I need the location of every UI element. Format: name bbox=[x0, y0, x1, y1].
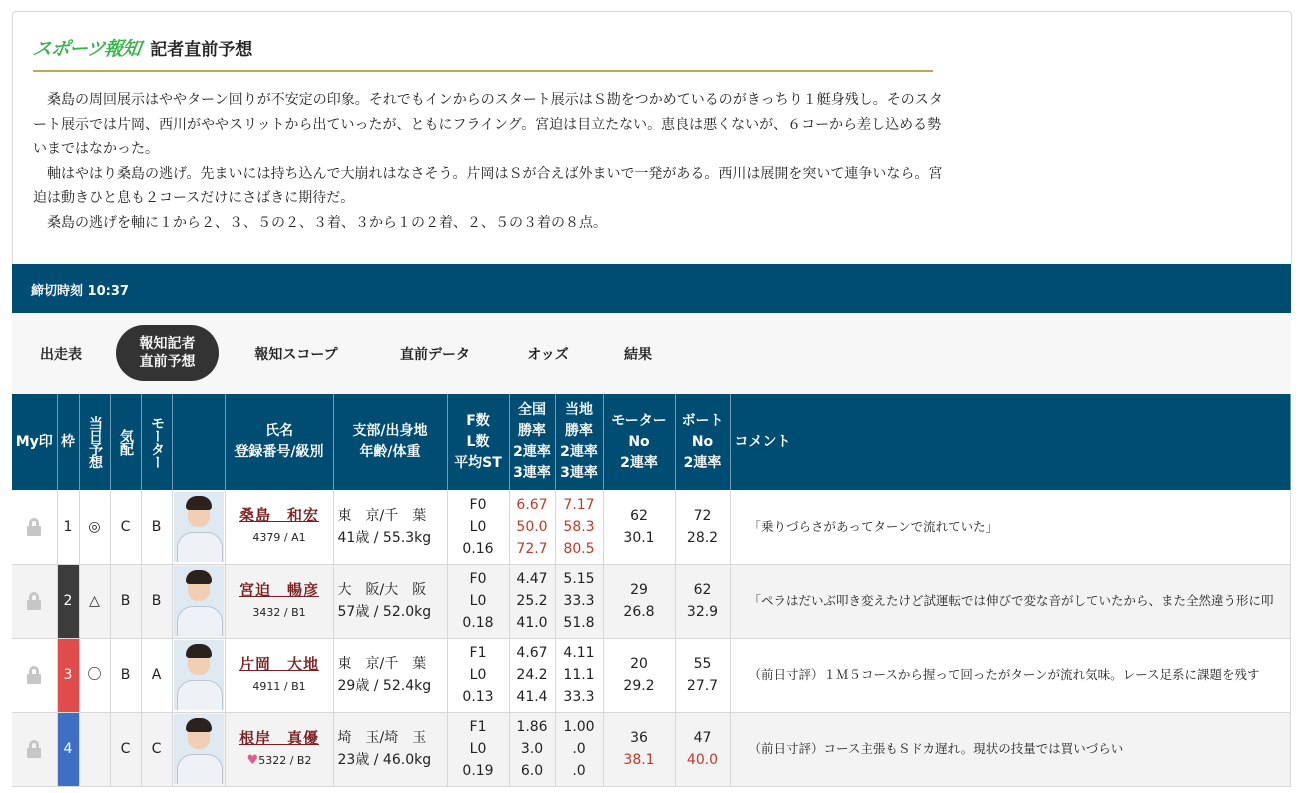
lock-icon[interactable] bbox=[27, 666, 41, 684]
racer-photo bbox=[174, 714, 224, 784]
boat-number: 72 28.2 bbox=[675, 490, 730, 564]
local-rates: 5.15 33.3 51.8 bbox=[555, 564, 603, 638]
tab-pre-race-data[interactable]: 直前データ bbox=[400, 346, 470, 363]
motor-number: 62 30.1 bbox=[603, 490, 675, 564]
col-kihai: 気配 bbox=[110, 394, 141, 490]
col-photo bbox=[172, 394, 225, 490]
motor-grade: C bbox=[141, 712, 172, 786]
table-row bbox=[12, 490, 1290, 564]
boat-number: 55 27.7 bbox=[675, 638, 730, 712]
forecast-article bbox=[33, 88, 943, 235]
racer-branch: 埼 玉/埼 玉 23歳 / 46.0kg bbox=[333, 712, 447, 786]
col-my-mark: My印 bbox=[12, 394, 57, 490]
racer-name-link[interactable]: 宮迫 暢彦 bbox=[238, 580, 319, 599]
start-stats: F0 L0 0.18 bbox=[447, 564, 509, 638]
page-title: 記者直前予想 bbox=[150, 40, 253, 60]
waku-number: 1 bbox=[57, 490, 79, 564]
start-stats: F0 L0 0.16 bbox=[447, 490, 509, 564]
racer-branch: 大 阪/大 阪 57歳 / 52.0kg bbox=[333, 564, 447, 638]
kihai-grade: B bbox=[110, 638, 141, 712]
table-row bbox=[12, 564, 1290, 638]
favorite-heart-icon[interactable]: ♥ bbox=[246, 752, 259, 768]
sports-hochi-logo[interactable]: スポーツ報知 bbox=[31, 38, 142, 60]
entry-table bbox=[12, 394, 1291, 787]
lock-icon[interactable] bbox=[27, 518, 41, 536]
article-paragraph: 桑島の周回展示はややターン回りが不安定の印象。それでもインからのスタート展示はＳ勘をつかめているのがきっちり１艇身残し。そのスタート展示では片岡、西川がややスリットから出ていったが、ともにフライング。宮迫は目立たない。恵良は悪くないが、６コーから差し込める勢いまではなかった。 bbox=[33, 92, 943, 157]
racer-name-cell bbox=[225, 638, 333, 712]
motor-grade: A bbox=[141, 638, 172, 712]
day-forecast-mark: △ bbox=[79, 564, 110, 638]
col-comment: コメント bbox=[730, 394, 1290, 490]
racer-name-cell bbox=[225, 490, 333, 564]
racer-comment: 「乗りづらさがあってターンで流れていた」 bbox=[730, 490, 1290, 564]
title-divider bbox=[33, 70, 933, 72]
racer-photo-cell bbox=[172, 712, 225, 786]
national-rates: 4.67 24.2 41.4 bbox=[509, 638, 555, 712]
waku-number: 4 bbox=[57, 712, 79, 786]
racer-branch: 東 京/千 葉 41歳 / 55.3kg bbox=[333, 490, 447, 564]
motor-number: 29 26.8 bbox=[603, 564, 675, 638]
racer-name-cell bbox=[225, 712, 333, 786]
boat-number: 62 32.9 bbox=[675, 564, 730, 638]
day-forecast-mark: ◎ bbox=[79, 490, 110, 564]
tab-reporter-forecast[interactable] bbox=[116, 325, 219, 381]
article-paragraph: 桑島の逃げを軸に１から２、３、５の２、３着、３から１の２着、２、５の３着の８点。 bbox=[47, 214, 607, 231]
kihai-grade: C bbox=[110, 490, 141, 564]
col-start: F数 L数 平均ST bbox=[447, 394, 509, 490]
deadline-time: 締切時刻 10:37 bbox=[31, 284, 129, 299]
brand-header bbox=[33, 34, 252, 61]
article-paragraph: 軸はやはり桑島の逃げ。先まいには持ち込んで大崩れはなさそう。片岡はＳが合えば外まいで一発がある。西川は展開を突いて連争いなら。宮迫は動きひと息も２コースだけにさばきに期待だ。 bbox=[33, 165, 943, 206]
col-local: 当地 勝率 2連率 3連率 bbox=[555, 394, 603, 490]
racer-photo-cell bbox=[172, 490, 225, 564]
tab-label-line: 直前予想 bbox=[139, 354, 196, 370]
col-waku: 枠 bbox=[57, 394, 79, 490]
lock-icon[interactable] bbox=[27, 740, 41, 758]
start-stats: F1 L0 0.19 bbox=[447, 712, 509, 786]
motor-grade: B bbox=[141, 564, 172, 638]
col-day-forecast: 当日予想 bbox=[79, 394, 110, 490]
racer-id: 3432 / B1 bbox=[252, 605, 306, 619]
table-row bbox=[12, 712, 1290, 786]
racer-branch: 東 京/千 葉 29歳 / 52.4kg bbox=[333, 638, 447, 712]
lock-icon[interactable] bbox=[27, 592, 41, 610]
col-motor: モーター bbox=[141, 394, 172, 490]
national-rates: 1.86 3.0 6.0 bbox=[509, 712, 555, 786]
racer-photo bbox=[174, 640, 224, 710]
day-forecast-mark bbox=[79, 712, 110, 786]
local-rates: 7.17 58.3 80.5 bbox=[555, 490, 603, 564]
racer-id: 4379 / A1 bbox=[252, 531, 306, 545]
my-mark-cell[interactable] bbox=[12, 564, 57, 638]
racer-photo-cell bbox=[172, 564, 225, 638]
col-national: 全国 勝率 2連率 3連率 bbox=[509, 394, 555, 490]
racer-photo bbox=[174, 566, 224, 636]
my-mark-cell[interactable] bbox=[12, 490, 57, 564]
motor-number: 20 29.2 bbox=[603, 638, 675, 712]
col-boat-no: ボート No 2連率 bbox=[675, 394, 730, 490]
tab-results[interactable]: 結果 bbox=[624, 346, 652, 363]
day-forecast-mark: 〇 bbox=[79, 638, 110, 712]
national-rates: 6.67 50.0 72.7 bbox=[509, 490, 555, 564]
racer-comment: 「ペラはだいぶ叩き変えたけど試運転では伸びで変な音がしていたから、また全然違う形に叩 bbox=[730, 564, 1290, 638]
racer-photo bbox=[174, 492, 224, 562]
national-rates: 4.47 25.2 41.0 bbox=[509, 564, 555, 638]
tab-hochi-scope[interactable]: 報知スコープ bbox=[254, 346, 338, 363]
waku-number: 3 bbox=[57, 638, 79, 712]
kihai-grade: B bbox=[110, 564, 141, 638]
racer-name-cell bbox=[225, 564, 333, 638]
local-rates: 1.00 .0 .0 bbox=[555, 712, 603, 786]
deadline-bar bbox=[12, 264, 1291, 313]
racer-id: 5322 / B2 bbox=[258, 753, 312, 767]
my-mark-cell[interactable] bbox=[12, 712, 57, 786]
col-name: 氏名 登録番号/級別 bbox=[225, 394, 333, 490]
tab-entry-list[interactable]: 出走表 bbox=[40, 346, 82, 363]
col-branch: 支部/出身地 年齢/体重 bbox=[333, 394, 447, 490]
racer-name-link[interactable]: 片岡 大地 bbox=[238, 654, 319, 673]
motor-number: 36 38.1 bbox=[603, 712, 675, 786]
local-rates: 4.11 11.1 33.3 bbox=[555, 638, 603, 712]
table-header-row bbox=[12, 394, 1290, 490]
motor-grade: B bbox=[141, 490, 172, 564]
racer-comment: （前日寸評）１Ｍ５コースから握って回ったがターンが流れ気味。レース足系に課題を残す bbox=[730, 638, 1290, 712]
forecast-card bbox=[12, 11, 1292, 264]
racer-photo-cell bbox=[172, 638, 225, 712]
col-motor-no: モーター No 2連率 bbox=[603, 394, 675, 490]
racer-name-link[interactable]: 桑島 和宏 bbox=[238, 506, 319, 525]
racer-name-link[interactable]: 根岸 真優 bbox=[238, 728, 319, 747]
waku-number: 2 bbox=[57, 564, 79, 638]
tab-odds[interactable]: オッズ bbox=[527, 346, 569, 363]
race-tabs bbox=[12, 313, 1291, 394]
my-mark-cell[interactable] bbox=[12, 638, 57, 712]
kihai-grade: C bbox=[110, 712, 141, 786]
start-stats: F1 L0 0.13 bbox=[447, 638, 509, 712]
racer-id: 4911 / B1 bbox=[252, 679, 306, 693]
table-row bbox=[12, 638, 1290, 712]
tab-label-line: 報知記者 bbox=[139, 336, 196, 352]
boat-number: 47 40.0 bbox=[675, 712, 730, 786]
racer-comment: （前日寸評）コース主張もＳドカ遅れ。現状の技量では買いづらい bbox=[730, 712, 1290, 786]
